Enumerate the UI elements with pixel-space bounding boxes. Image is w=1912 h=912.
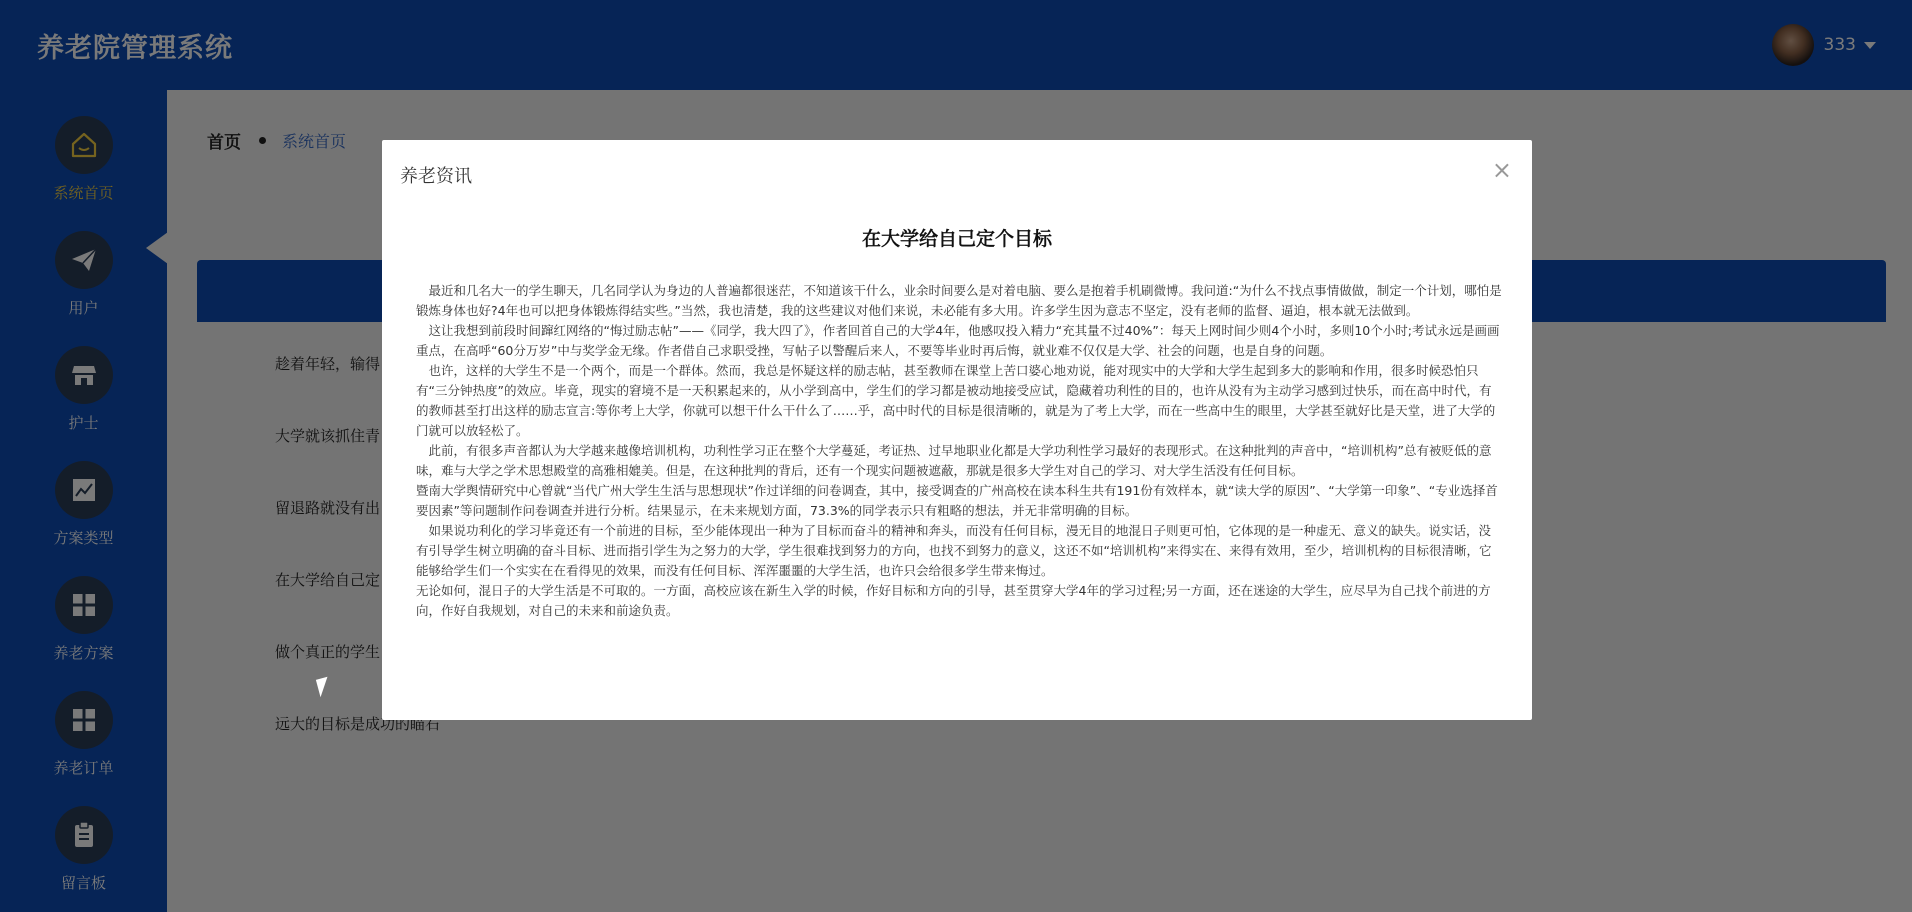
news-dialog (382, 140, 1532, 720)
article-paragraph: 最近和几名大一的学生聊天，几名同学认为身边的人普遍都很迷茫，不知道该干什么，业余时间要么是对着电脑、要么是抱着手机刷微博。我问道:“为什么不找点事情做做，制定一个计划，哪怕是锻炼身体也好?4年也可以把身体锻炼得结实些。”当然，我也清楚，我的这些建议对他们来说，未必能有多大用。许多学生因为意志不坚定，没有老师的监督、逼迫，根本就无法做到。 (416, 283, 1502, 318)
article-paragraph: 暨南大学舆情研究中心曾就“当代广州大学生生活与思想现状”作过详细的问卷调查，其中，接受调查的广州高校在读本科生共有191份有效样本，就“读大学的原因”、“大学第一印象”、“专业选择首要因素”等问题制作问卷调查并进行分析。结果显示，在未来规划方面，73.3%的同学表示只有粗略的想法，并无非常明确的目标。 (416, 483, 1498, 518)
article-paragraph: 如果说功利化的学习毕竟还有一个前进的目标，至少能体现出一种为了目标而奋斗的精神和奔头，而没有任何目标，漫无目的地混日子则更可怕，它体现的是一种虚无、意义的缺失。说实话，没有引导学生树立明确的奋斗目标、进而指引学生为之努力的大学，学生很难找到努力的方向，也找不到努力的意义，这还不如“培训机构”来得实在、来得有效用，至少，培训机构的目标很清晰，它能够给学生们一个实实在在看得见的效果，而没有任何目标、浑浑噩噩的大学生活，也许只会给很多学生带来悔过。 (416, 523, 1492, 578)
article-title: 在大学给自己定个目标 (861, 228, 1052, 250)
article-paragraph: 此前，有很多声音都认为大学越来越像培训机构，功利性学习正在整个大学蔓延，考证热、过早地职业化都是大学功利性学习最好的表现形式。在这种批判的声音中，“培训机构”总有被贬低的意味，难与大学之学术思想殿堂的高雅相媲美。但是，在这种批判的背后，还有一个现实问题被遮蔽，那就是很多大学生对自己的学习、对大学生活没有任何目标。 (416, 443, 1492, 478)
article-body (416, 281, 1502, 621)
dialog-title: 养老资讯 (400, 166, 472, 187)
close-icon[interactable]: × (1491, 156, 1512, 184)
article-paragraph: 无论如何，混日子的大学生活是不可取的。一方面，高校应该在新生入学的时候，作好目标和方向的引导，甚至贯穿大学4年的学习过程;另一方面，还在迷途的大学生，应尽早为自己找个前进的方向，作好自我规划，对自己的未来和前途负责。 (416, 583, 1491, 618)
article-paragraph: 也许，这样的大学生不是一个两个，而是一个群体。然而，我总是怀疑这样的励志帖，甚至教师在课堂上苦口婆心地劝说，能对现实中的大学和大学生起到多大的影响和作用，很多时候恐怕只有“三分钟热度”的效应。毕竟，现实的窘境不是一天积累起来的，从小学到高中，学生们的学习都是被动地接受应试，隐藏着功利性的目的，也许从没有为主动学习感到过快乐，而在高中时代，有的教师甚至打出这样的励志宣言:等你考上大学，你就可以想干什么干什么了……乎，高中时代的目标是很清晰的，就是为了考上大学，而在一些高中生的眼里，大学甚至就好比是天堂，进了大学的门就可以放轻松了。 (416, 363, 1496, 438)
article-paragraph: 这让我想到前段时间蹿红网络的“悔过励志帖”——《同学，我大四了》，作者回首自己的大学4年，他感叹投入精力“充其量不过40%”：每天上网时间少则4个小时，多则10个小时;考试永远是画画重点，在高呼“60分万岁”中与奖学金无缘。作者借自己求职受挫，写帖子以警醒后来人，不要等毕业时再后悔，就业难不仅仅是大学、社会的问题，也是自身的问题。 (416, 323, 1500, 358)
